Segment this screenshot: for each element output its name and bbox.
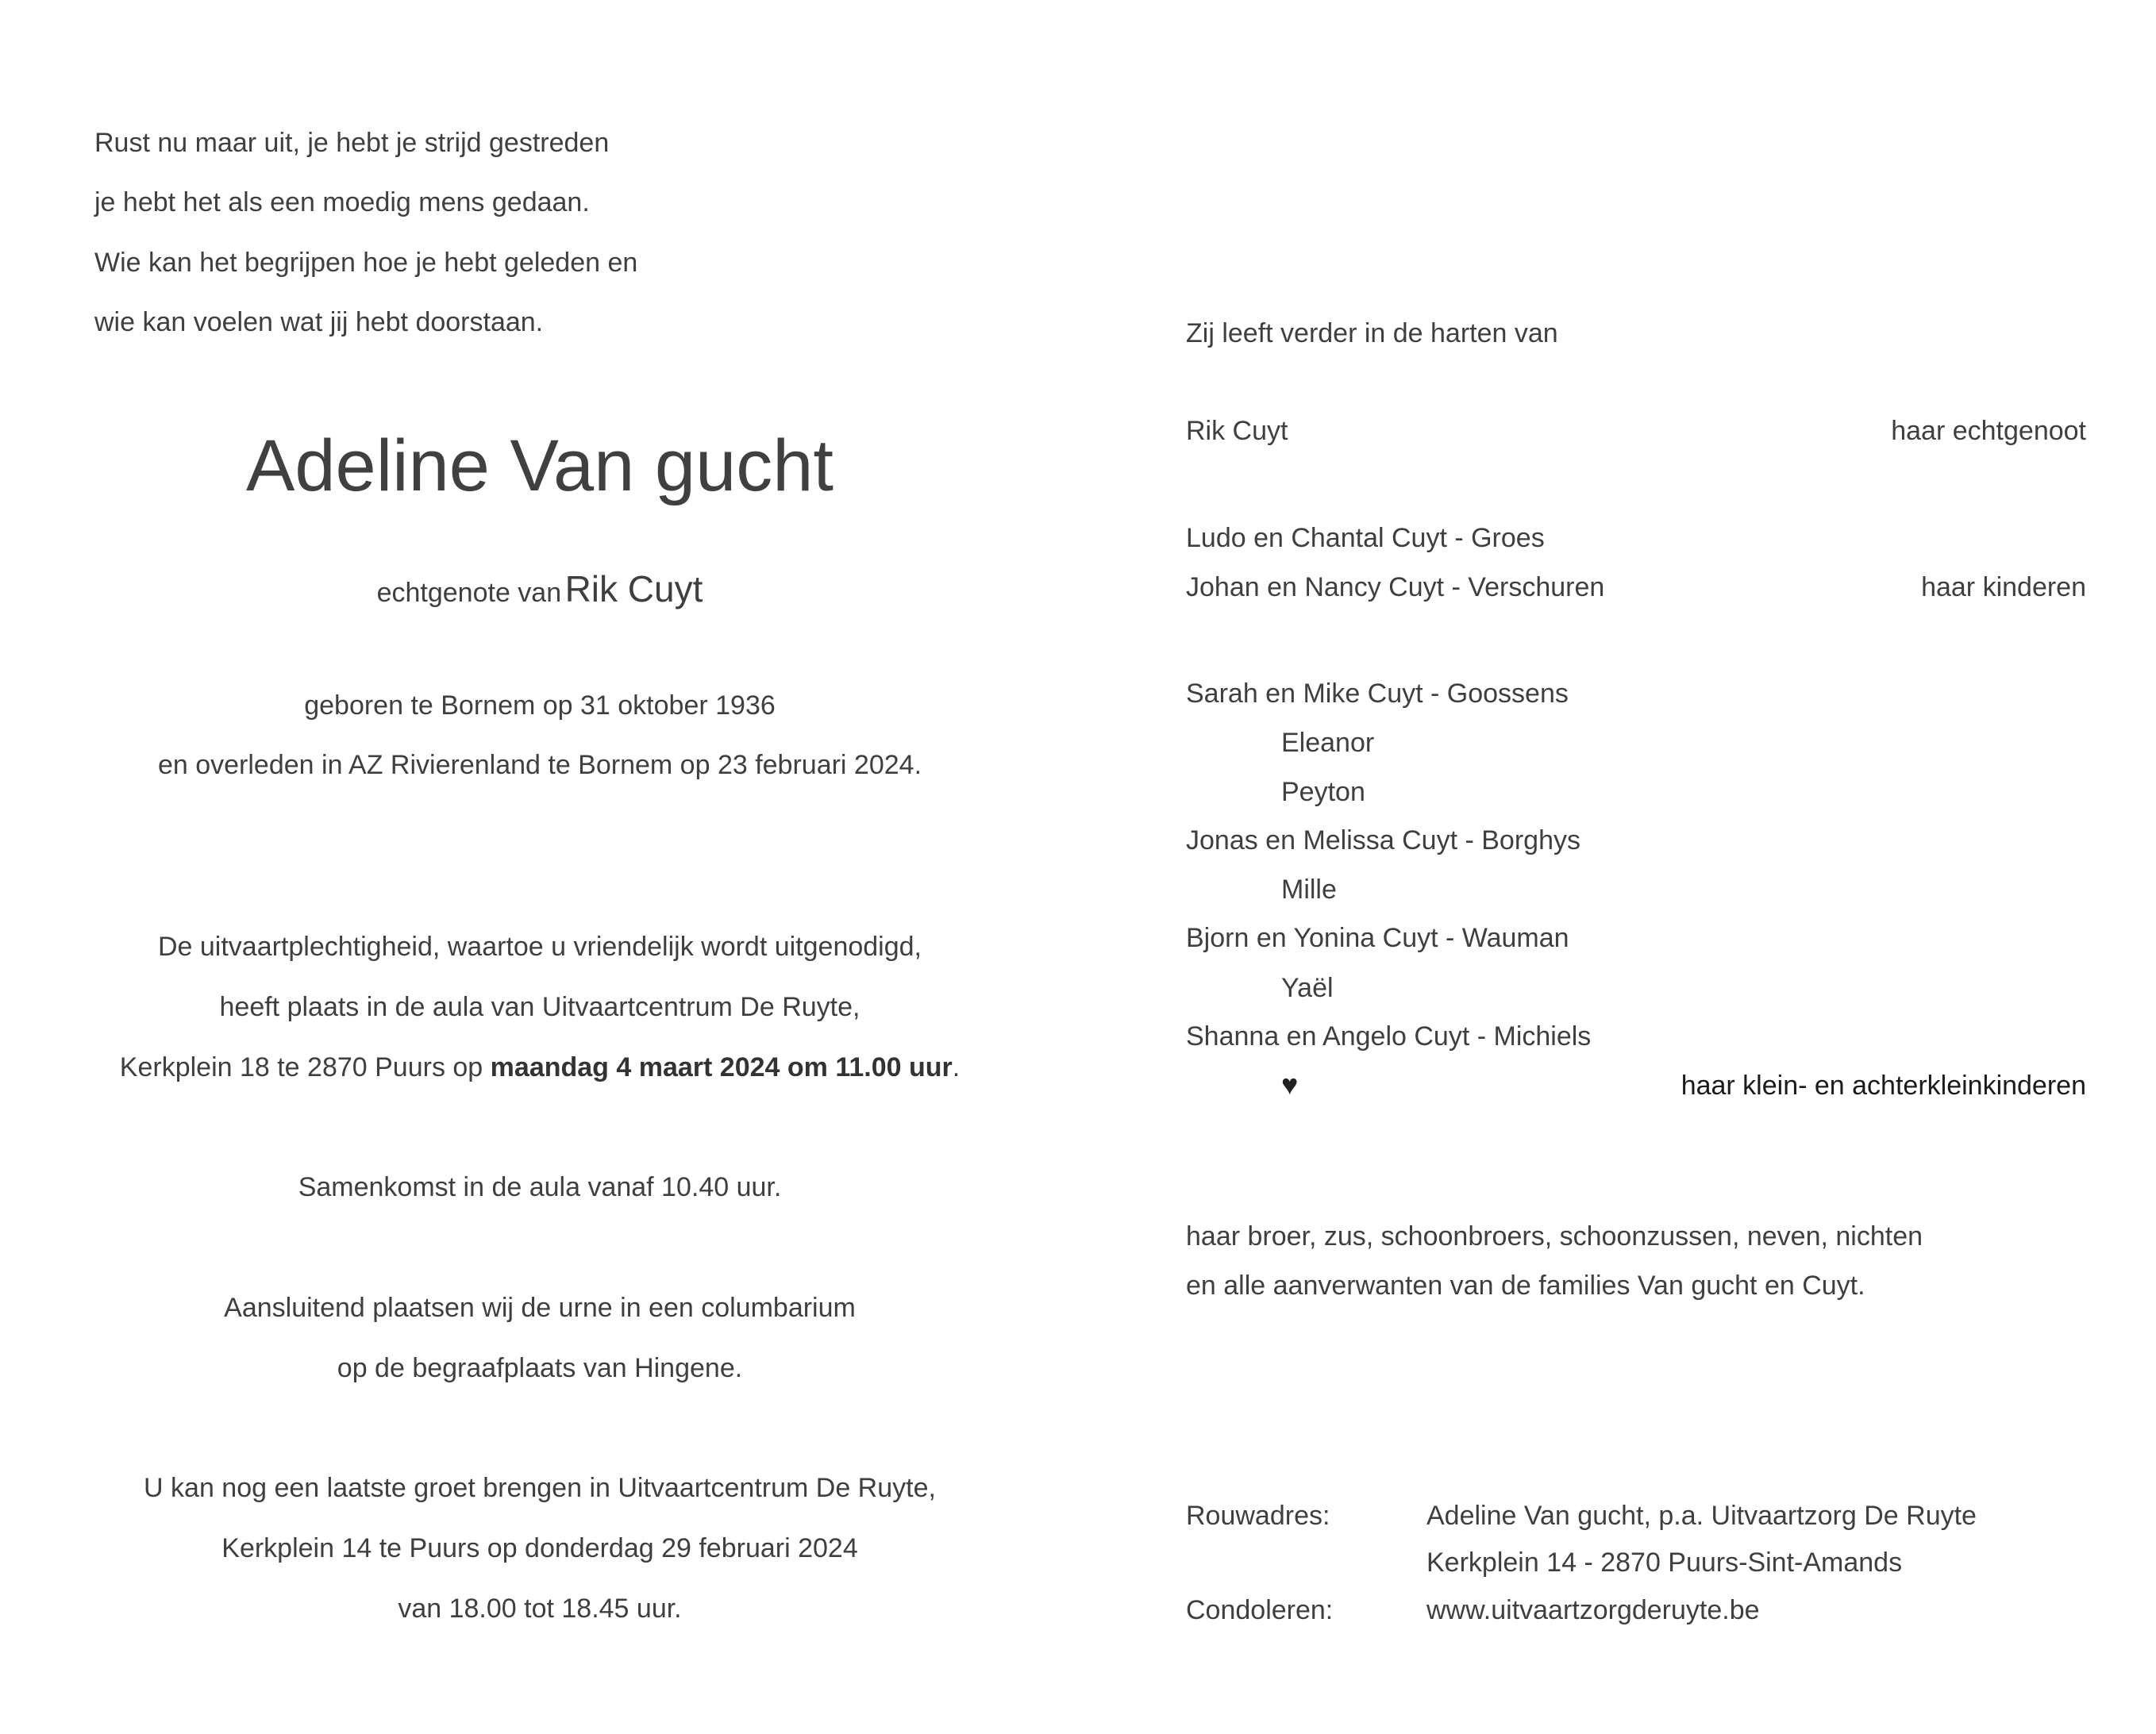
grandchild-family-3: Bjorn en Yonina Cuyt - Wauman [1186, 923, 1569, 953]
child-1: Ludo en Chantal Cuyt - Groes [1186, 523, 1545, 553]
poem-line-1: Rust nu maar uit, je hebt je strijd gestreden [94, 128, 610, 158]
spouse-line [64, 567, 1016, 610]
grandchild-family-2: Jonas en Melissa Cuyt - Borghys [1186, 825, 1580, 855]
death-line: en overleden in AZ Rivierenland te Bornem op 23 februari 2024. [157, 750, 922, 780]
poem-line-3: Wie kan het begrijpen hoe je hebt geleden en [94, 248, 638, 278]
others-line-2: en alle aanverwanten van de families Van gucht en Cuyt. [1186, 1271, 1865, 1301]
ceremony-address: Kerkplein 18 te 2870 Puurs op [119, 1052, 483, 1082]
urn-line-2: op de begraafplaats van Hingene. [337, 1353, 743, 1383]
poem-line-2: je hebt het als een moedig mens gedaan. [94, 187, 590, 217]
condolence-url[interactable]: www.uitvaartzorgderuyte.be [1426, 1595, 1760, 1625]
ceremony-line-2: heeft plaats in de aula van Uitvaartcentrum De Ruyte, [219, 992, 860, 1022]
address-line-2: Kerkplein 14 - 2870 Puurs-Sint-Amands [1426, 1548, 1903, 1578]
poem-line-4: wie kan voelen wat jij hebt doorstaan. [94, 307, 544, 337]
family-intro: Zij leeft verder in de harten van [1186, 318, 1558, 348]
great-grandchild-eleanor: Eleanor [1281, 728, 1375, 758]
spouse-name: Rik Cuyt [564, 568, 703, 609]
urn-line-1: Aansluitend plaatsen wij de urne in een columbarium [224, 1293, 856, 1323]
great-grandchild-peyton: Peyton [1281, 777, 1365, 807]
grandchild-family-4: Shanna en Angelo Cuyt - Michiels [1186, 1021, 1592, 1052]
visit-line-3: van 18.00 tot 18.45 uur. [398, 1594, 682, 1624]
address-label: Rouwadres: [1186, 1501, 1330, 1531]
ceremony-line-3 [64, 1054, 1016, 1081]
ceremony-line-1: De uitvaartplechtigheid, waartoe u vriendelijk wordt uitgenodigd, [157, 932, 922, 962]
great-grandchild-mille: Mille [1281, 875, 1337, 905]
grandchild-family-1: Sarah en Mike Cuyt - Goossens [1186, 679, 1569, 709]
spouse-entry-name: Rik Cuyt [1186, 416, 1288, 446]
deceased-name: Adeline Van gucht [246, 425, 834, 506]
visit-line-2: Kerkplein 14 te Puurs op donderdag 29 februari 2024 [221, 1533, 858, 1563]
great-grandchild-yael: Yaël [1281, 973, 1334, 1003]
gathering-line: Samenkomst in de aula vanaf 10.40 uur. [298, 1172, 782, 1202]
birth-line: geboren te Bornem op 31 oktober 1936 [304, 690, 776, 721]
others-line-1: haar broer, zus, schoonbroers, schoonzussen, neven, nichten [1186, 1221, 1923, 1251]
ceremony-datetime: maandag 4 maart 2024 om 11.00 uur [490, 1052, 953, 1082]
address-line-1: Adeline Van gucht, p.a. Uitvaartzorg De Ruyte [1426, 1501, 1977, 1531]
heart-icon: ♥ [1281, 1068, 1299, 1101]
ceremony-period: . [952, 1052, 961, 1082]
visit-line-1: U kan nog een laatste groet brengen in Uitvaartcentrum De Ruyte, [144, 1473, 936, 1503]
spouse-prefix: echtgenote van [376, 578, 562, 608]
grandchildren-role: haar klein- en achterkleinkinderen [1681, 1071, 2086, 1101]
children-role: haar kinderen [1921, 572, 2086, 602]
condolence-label: Condoleren: [1186, 1595, 1334, 1625]
child-2: Johan en Nancy Cuyt - Verschuren [1186, 572, 1605, 602]
spouse-entry-role: haar echtgenoot [1891, 416, 2086, 446]
